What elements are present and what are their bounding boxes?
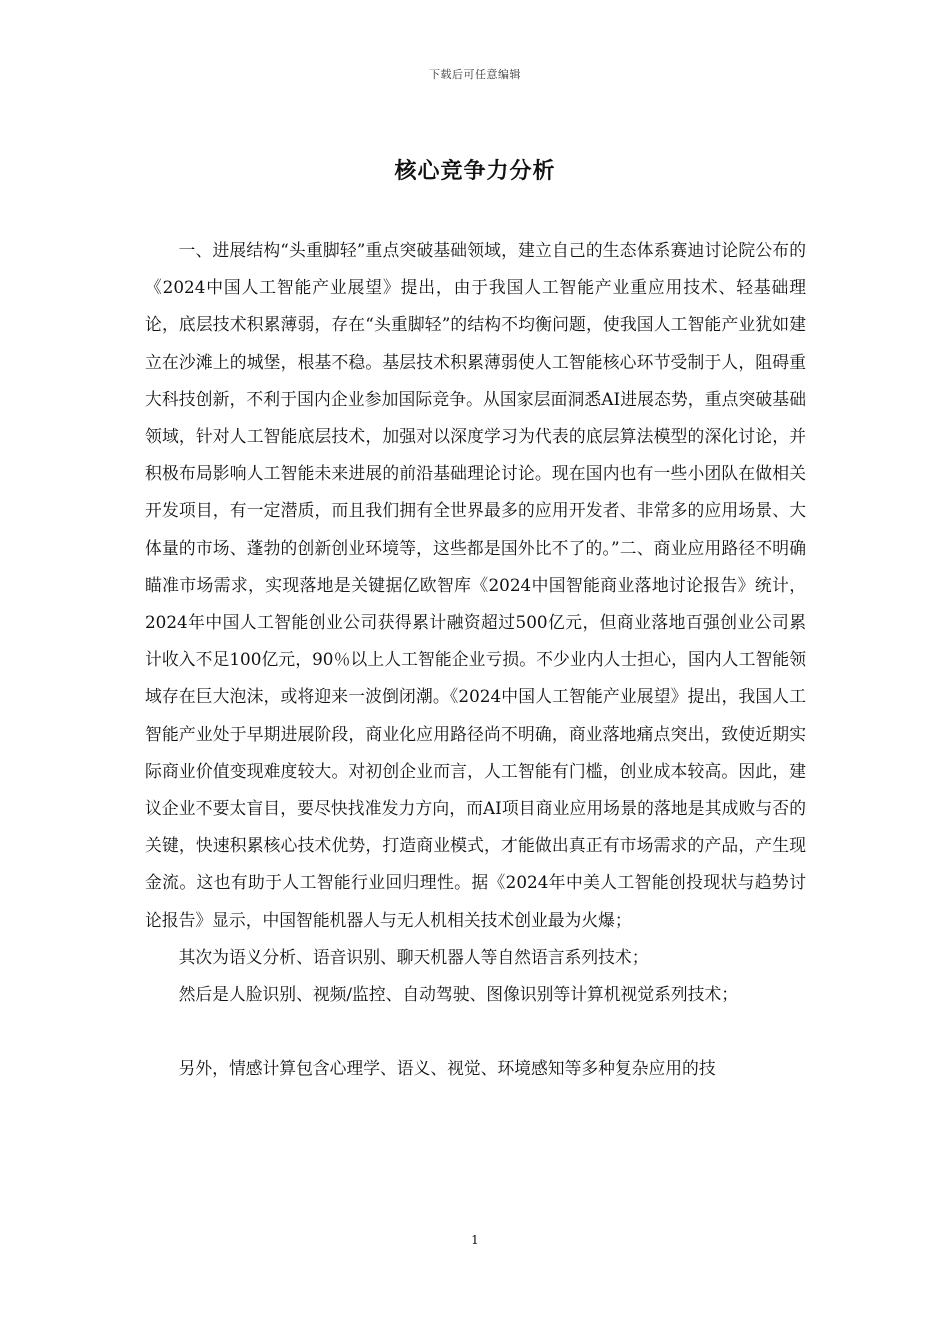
document-body [145,232,806,1087]
page-number: 1 [471,1233,479,1247]
paragraph-main: 一、进展结构“头重脚轻”重点突破基础领域，建立自己的生态体系赛迪讨论院公布的《2024中国人工智能产业展望》提出，由于我国人工智能产业重应用技术、轻基础理论，底层技术积累薄弱，存在“头重脚轻”的结构不均衡问题，使我国人工智能产业犹如建立在沙滩上的城堡，根基不稳。基层技术积累薄弱使人工智能核心环节受制于人，阻碍重大科技创新，不利于国内企业参加国际竞争。从国家层面洞悉AI进展态势，重点突破基础领域，针对人工智能底层技术，加强对以深度学习为代表的底层算法模型的深化讨论，并积极布局影响人工智能未来进展的前沿基础理论讨论。现在国内也有一些小团队在做相关开发项目，有一定潜质，而且我们拥有全世界最多的应用开发者、非常多的应用场景、大体量的市场、蓬勃的创新创业环境等，这些都是国外比不了的。”二、商业应用路径不明确瞄准市场需求，实现落地是关键据亿欧智库《2024中国智能商业落地讨论报告》统计，2024年中国人工智能创业公司获得累计融资超过500亿元，但商业落地百强创业公司累计收入不足100亿元，90％以上人工智能企业亏损。不少业内人士担心，国内人工智能领域存在巨大泡沫，或将迎来一波倒闭潮。《2024中国人工智能产业展望》提出，我国人工智能产业处于早期进展阶段，商业化应用路径尚不明确，商业落地痛点突出，致使近期实际商业价值变现难度较大。对初创企业而言，人工智能有门槛，创业成本较高。因此，建议企业不要太盲目，要尽快找准发力方向，而AI项目商业应用场景的落地是其成败与否的关键，快速积累核心技术优势，打造商业模式，才能做出真正有市场需求的产品，产生现金流。这也有助于人工智能行业回归理性。据《2024年中美人工智能创投现状与趋势讨论报告》显示，中国智能机器人与无人机相关技术创业最为火爆； [145,240,806,930]
paragraph-cv: 然后是人脸识别、视频/监控、自动驾驶、图像识别等计算机视觉系列技术； [178,984,739,1005]
page-header: 下载后可任意编辑 [429,68,521,81]
paragraph-nlp: 其次为语义分析、语音识别、聊天机器人等自然语言系列技术； [178,946,649,967]
paragraph-emotion: 另外，情感计算包含心理学、语义、视觉、环境感知等多种复杂应用的技 [178,1058,716,1079]
document-title: 核心竞争力分析 [394,158,556,184]
